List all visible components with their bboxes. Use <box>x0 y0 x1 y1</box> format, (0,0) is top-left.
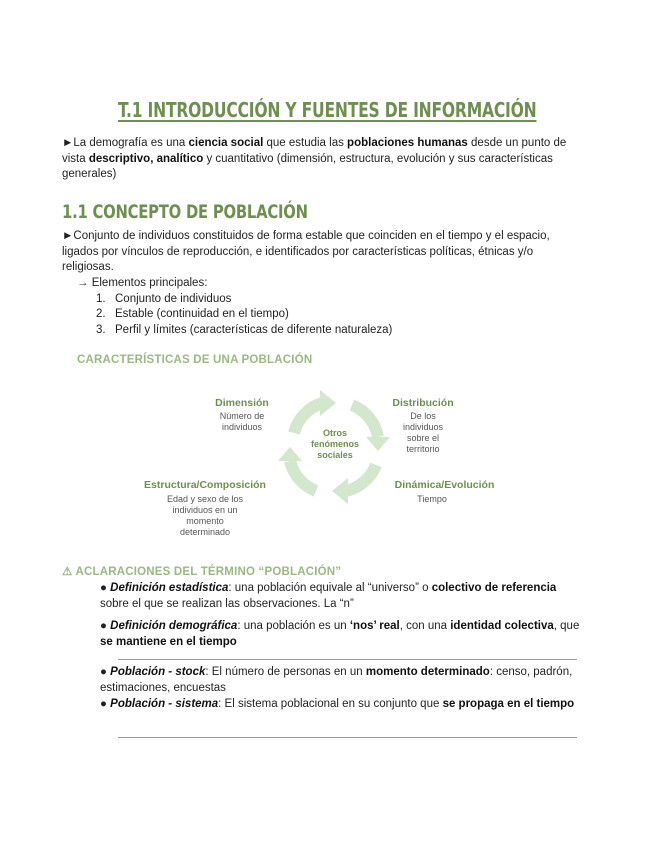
clarification-stock: ● Población - stock: El número de personas en un momento determinado: censo, padrón, estimaciones, encuestas <box>100 666 573 694</box>
elements-intro: → Elementos principales: <box>77 277 208 289</box>
clarification-sistema: ● Población - sistema: El sistema poblacional en su conjunto que se propaga en el tiempo <box>100 698 575 710</box>
intro-paragraph: ►La demografía es una ciencia social que estudia las poblaciones humanas desde un punto de vista descriptivo, analítico y cuantitativo (dimensión, estructura, evolución y sus características generales) <box>62 137 567 180</box>
list-item: 1. Conjunto de individuos <box>96 293 232 305</box>
clarifications-heading: ⚠ ACLARACIONES DEL TÉRMINO “POBLACIÓN” <box>62 566 342 578</box>
arrowhead-icon <box>332 478 348 504</box>
dinamica-label: Dinámica/Evolución <box>394 479 495 491</box>
cycle-center-label: Otros fenómenos sociales <box>310 428 359 460</box>
estructura-label: Estructura/Composición <box>144 479 266 491</box>
list-item: 3. Perfil y límites (características de diferente naturaleza) <box>96 324 393 336</box>
dinamica-desc: Tiempo <box>417 494 447 504</box>
definition-paragraph: ►Conjunto de individuos constituidos de forma estable que coinciden en el tiempo y el espacio, ligados por vínculos de reproducción, e identificados por características políticas, étnicas y/o religiosas. <box>62 230 550 273</box>
clarification-estadistica: ● Definición estadística: una población equivale al “universo” o colectivo de referencia sobre el que se realizan las observaciones. La “n” <box>100 582 557 610</box>
estructura-desc: Edad y sexo de los individuos en un momento determinado <box>166 494 244 537</box>
page-title: T.1 INTRODUCCIÓN Y FUENTES DE INFORMACIÓN <box>118 98 537 122</box>
dimension-label: Dimensión <box>215 397 269 409</box>
list-item: 2. Estable (continuidad en el tiempo) <box>96 308 289 320</box>
divider <box>118 659 577 660</box>
cycle-arrow-bottom-left <box>290 461 316 491</box>
clarification-demografica: ● Definición demográfica: una población es un ‘nos’ real, con una identidad colectiva, que se mantiene en el tiempo <box>100 620 580 648</box>
arrowhead-icon <box>320 390 336 416</box>
section-heading: 1.1 CONCEPTO DE POBLACIÓN <box>62 201 308 223</box>
diagram-heading: CARACTERÍSTICAS DE UNA POBLACIÓN <box>77 354 313 366</box>
cycle-arrow-bottom-right <box>346 465 376 491</box>
divider <box>118 737 577 738</box>
distribucion-desc: De los individuos sobre el territorio <box>402 411 444 454</box>
dimension-desc: Número de individuos <box>219 411 265 432</box>
distribucion-label: Distribución <box>392 397 454 409</box>
